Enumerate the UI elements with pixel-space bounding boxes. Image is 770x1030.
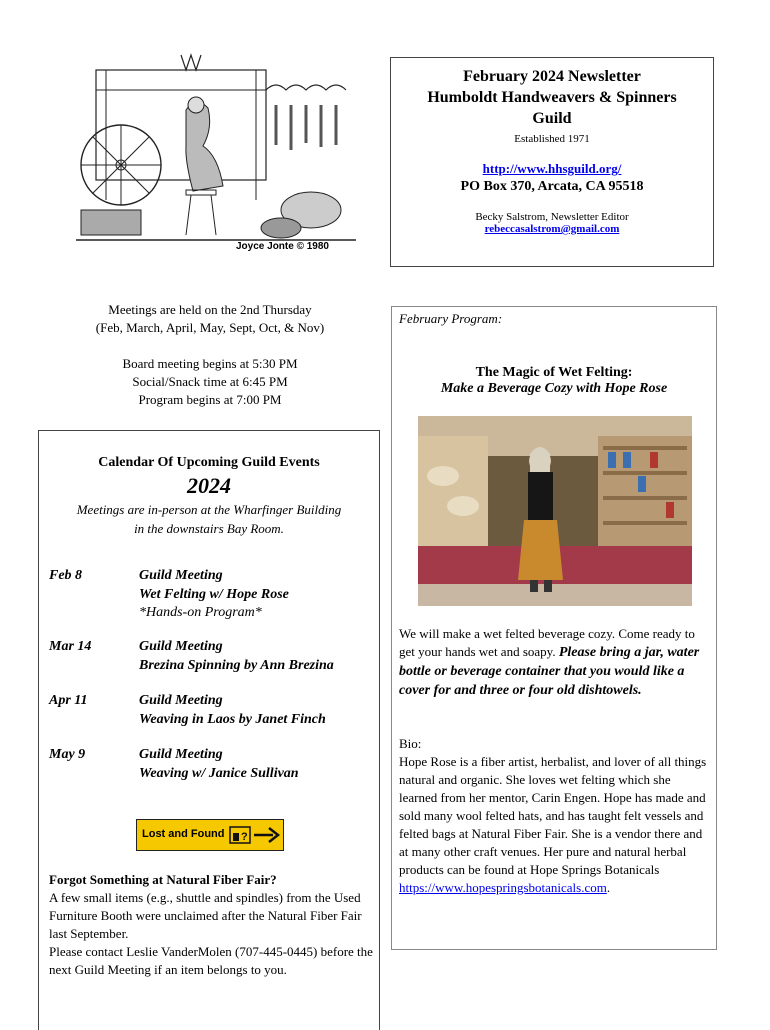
lost-and-found-sign [136,819,284,851]
forgot-title: Forgot Something at Natural Fiber Fair? [49,872,277,887]
forgot-something-notice [49,871,374,979]
calendar-year: 2024 [187,473,231,498]
program-title: The Magic of Wet Felting: [475,365,633,380]
bio-text: Hope Rose is a fiber artist, herbalist, and lover of all things natural and organic. She loves wet felting which she learned from her mentor, Carin Engen. Hope has made and sold many wool felted hats, and has taught felt vessels and felted bags at Natural Fiber Fair. She is a vendor there and at many other craft venues. Her pure and natural herbal products can be found at Hope Springs Botanicals [399,754,707,877]
newsletter-title [391,66,713,129]
program-text-emphasis: Please bring a jar, water bottle or beverage container that you would like a cover for and three or four old dishtowels. [399,645,700,698]
title-line-1: February 2024 Newsletter [463,68,641,85]
location-line-2: in the downstairs Bay Room. [134,521,284,536]
social-time: Social/Snack time at 6:45 PM [132,374,288,389]
po-box-address: PO Box 370, Arcata, CA 95518 [460,179,644,194]
calendar-title: Calendar Of Upcoming Guild Events [98,455,320,470]
event-date: Feb 8 [49,568,83,583]
program-subtitle: Make a Beverage Cozy with Hope Rose [440,381,668,396]
editor-name: Becky Salstrom, Newsletter Editor [475,211,629,223]
website-link[interactable]: http://www.hhsguild.org/ [482,161,622,176]
bio-label: Bio: [399,736,422,751]
event-description [139,692,379,729]
bio-end: . [606,880,611,895]
event-title: Guild Meeting [139,568,223,583]
forgot-contact: Please contact Leslie VanderMolen (707-445-0445) before the next Guild Meeting if an item belongs to you. [49,944,373,977]
meeting-info [40,301,380,409]
svg-text:?: ? [241,831,248,843]
lost-found-label: Lost and Found [142,828,225,840]
program-text: We will make a wet felted beverage cozy. Come ready to get your hands wet and soapy. [399,626,695,659]
event-description [139,638,379,675]
meeting-schedule-line1: Meetings are held on the 2nd Thursday [108,302,312,317]
event-detail: Weaving in Laos by Janet Finch [139,711,326,727]
event-description [139,746,379,783]
calendar-box [38,430,380,1030]
forgot-body: A few small items (e.g., shuttle and spindles) from the Used Furniture Booth were unclaimed after the Natural Fiber Fair last September. [49,890,362,941]
event-date: Mar 14 [49,639,92,654]
meeting-schedule-line2: (Feb, March, April, May, Sept, Oct, & Nov) [95,320,325,335]
event-title: Guild Meeting [139,693,223,708]
event-detail: Brezina Spinning by Ann Brezina [139,657,334,673]
title-line-2: Humboldt Handweavers & Spinners [427,89,677,106]
illustration-credit: Joyce Jonte © 1980 [236,241,329,252]
craft-booth-photo [418,416,692,606]
header-illustration [76,50,368,260]
program-time: Program begins at 7:00 PM [138,392,282,407]
presenter-photo [418,416,692,606]
program-label: February Program: [399,311,503,326]
program-description [399,625,709,700]
event-title: Guild Meeting [139,747,223,762]
event-note: *Hands-on Program* [139,605,262,620]
event-date: Apr 11 [49,693,88,708]
editor-email-link[interactable]: rebeccasalstrom@gmail.com [484,223,620,235]
lost-found-icon [229,825,281,845]
presenter-bio [399,735,709,897]
event-detail: Weaving w/ Janice Sullivan [139,765,299,781]
program-box [391,306,717,950]
botanicals-link[interactable]: https://www.hopespringsbotanicals.com [399,880,607,895]
title-line-3: Guild [532,110,572,127]
spinning-wheel-illustration [76,50,368,260]
calendar-location [39,500,379,538]
event-detail: Wet Felting w/ Hope Rose [139,586,289,602]
location-line-1: Meetings are in-person at the Wharfinger Building [76,502,342,517]
established-text: Established 1971 [514,133,590,145]
event-date: May 9 [49,747,86,762]
event-description [139,567,379,623]
board-meeting-time: Board meeting begins at 5:30 PM [122,356,298,371]
newsletter-header-box [390,57,714,267]
event-title: Guild Meeting [139,639,223,654]
